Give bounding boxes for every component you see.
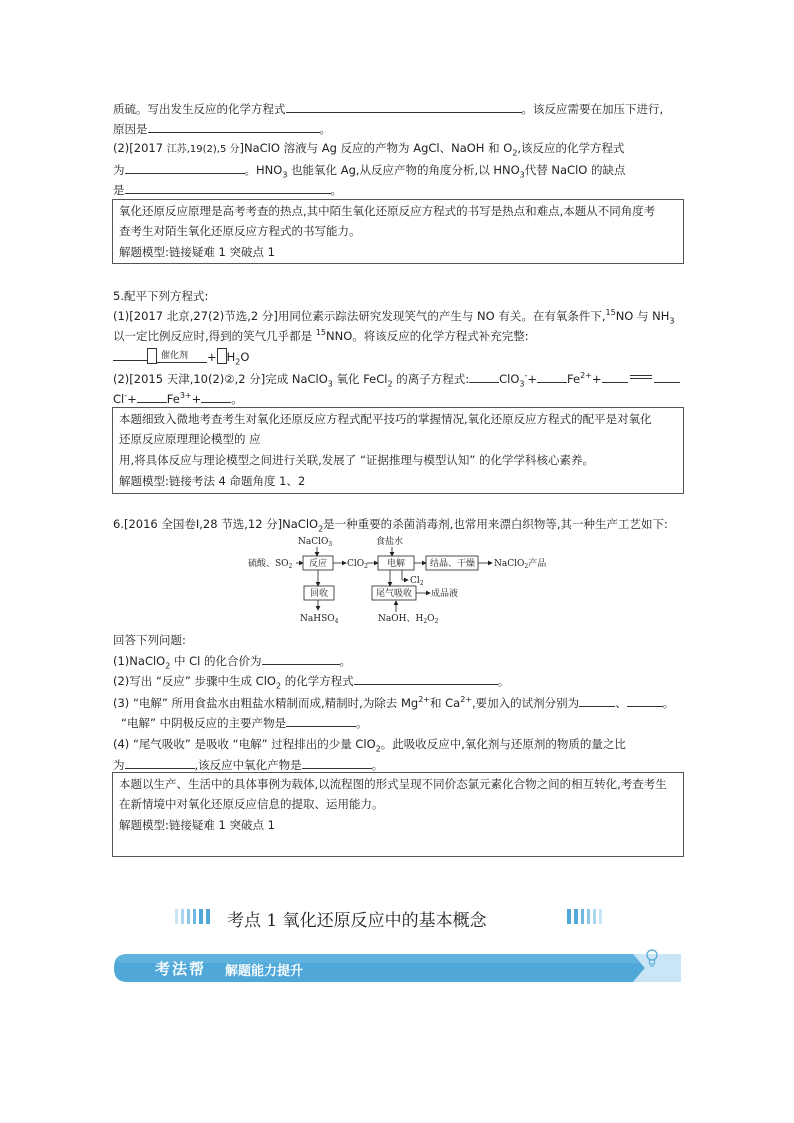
q6-sub4b <box>113 756 383 773</box>
answer-blank[interactable] <box>201 390 231 403</box>
flow-reaction-label: 反应 <box>309 559 328 569</box>
q5-text: + <box>127 392 137 406</box>
q6-text: 。 <box>662 696 675 710</box>
q4-line4: 为 。$HNO_3$ 也能氧化 Ag,从反应产物的角度分析,以 $HNO_3$代替 NaClO 的缺点 <box>113 163 626 180</box>
q5-text: 的离子方程式: <box>392 372 470 386</box>
solution-model: 解题模型:链接考法 4 命题角度 1、2 <box>119 474 306 488</box>
answer-blank[interactable] <box>125 181 331 194</box>
q6-line1: 6.[2016 全国卷Ⅰ,28 节选,12 分]NaClO$_2$是一种重要的杀菌消毒剂,也常用来漂白织物等,其一种生产工艺如下: <box>113 517 668 534</box>
q4-text: 代替 NaClO 的缺点 <box>524 163 626 177</box>
flow-clo2-label: ClO$_2$ <box>347 559 368 570</box>
q6-text: (1)NaClO <box>113 654 166 668</box>
q6-sub1: (1)NaClO$_2$ 中 Cl 的化合价为 。 <box>113 654 352 671</box>
analysis-text: 查考生对陌生氧化还原反应方程式的书写能力。 <box>119 224 361 238</box>
section-heading <box>175 907 625 931</box>
q6-text: 中 Cl 的化合价为 <box>170 654 262 668</box>
q6-text: (4) “尾气吸收” 是吸收 “电解” 过程排出的少量 ClO <box>113 737 376 751</box>
q6-sub3b <box>121 714 368 731</box>
q5-text: Fe <box>166 392 180 406</box>
q4-text: 质硫。写出发生反应的化学方程式 <box>113 102 286 116</box>
banner-label: 考法帮 <box>155 960 207 978</box>
q4-text: (2)[2017 <box>113 141 167 155</box>
answer-blank[interactable] <box>113 348 147 361</box>
q5-text: Cl <box>113 392 125 406</box>
answer-blank[interactable] <box>137 390 167 403</box>
answer-box[interactable] <box>147 348 157 364</box>
answer-blank[interactable] <box>537 370 567 383</box>
flow-feed-label: 硫酸、$SO_2$ <box>248 559 293 570</box>
banner-subtitle: 解题能力提升 <box>225 964 304 979</box>
q5-text: NNO。将该反应的化学方程式补充完整: <box>326 329 529 343</box>
flow-finished-label: 成品液 <box>431 589 459 599</box>
analysis-text: 本题细致入微地考查考生对氧化还原反应方程式配平技巧的掌握情况,氧化还原反应方程式的配平是对氧化 <box>119 412 652 426</box>
flow-tail-gas-label: 尾气吸收 <box>376 589 413 599</box>
q5-analysis-box <box>112 407 684 494</box>
q6-analysis-box <box>112 772 684 857</box>
q6-text: (3) “电解” 所用食盐水由粗盐水精制而成,精制时,为除去 Mg <box>113 696 419 710</box>
q5-text: + <box>527 372 538 386</box>
q6-sub4: (4) “尾气吸收” 是吸收 “电解” 过程排出的少量 ClO$_2$。此吸收反应中,氧化剂与还原剂的物质的量之比 <box>113 737 626 754</box>
q5-text: + <box>191 392 202 406</box>
q4-text: 。该反应需要在加压下进行, <box>521 102 664 116</box>
q6-text: 。 <box>356 716 368 730</box>
section-title: 考点 1 氧化还原反应中的基本概念 <box>227 911 487 931</box>
q5-text: (1)[2017 北京,27(2)节选,2 分]用同位素示踪法研究发现笑气的产生与 NO 有关。在有氧条件下, <box>113 309 606 323</box>
flow-cl2-label: $Cl_2$ <box>410 576 424 587</box>
answer-blank[interactable] <box>602 370 628 383</box>
q5-text: 以一定比例反应时,得到的笑气几乎都是 <box>113 329 316 343</box>
answer-blank[interactable] <box>286 714 356 727</box>
q6-text: 。 <box>371 758 384 772</box>
q5-line4: (2)[2015 天津,10(2)②,2 分]完成 NaClO$_3$ 氧化 FeCl$_2$ 的离子方程式: $ClO_3^-+ Fe^{2+}+$ <box>113 370 680 387</box>
q6-sub2: (2)写出 “反应” 步骤中生成 ClO$_2$ 的化学方程式 。 <box>113 674 510 691</box>
answer-blank[interactable] <box>125 161 245 174</box>
flow-nahso4-label: NaHSO$_4$ <box>300 614 339 625</box>
q5-line1: (1)[2017 北京,27(2)节选,2 分]用同位素示踪法研究发现笑气的产生与 NO 有关。在有氧条件下,$^{15}$NO 与 $NH_3$ <box>113 308 675 326</box>
catalyst-label: 催化剂 <box>161 351 189 361</box>
flow-naclo3-label: NaClO$_3$ <box>298 537 333 548</box>
answer-blank[interactable] <box>302 756 372 769</box>
q6-text: (2)写出 “反应” 步骤中生成 ClO <box>113 674 276 688</box>
answer-blank[interactable] <box>469 370 499 383</box>
q4-line1 <box>113 100 663 117</box>
q5-line2: 以一定比例反应时,得到的笑气几乎都是 $^{15}$NNO。将该反应的化学方程式补充完整: <box>113 328 529 343</box>
answer-blank[interactable] <box>579 694 615 707</box>
method-banner <box>113 953 683 983</box>
q6-text: 是一种重要的杀菌消毒剂,也常用来漂白织物等,其一种生产工艺如下: <box>323 517 668 531</box>
equals-sign <box>630 375 652 379</box>
arrow-line <box>157 362 207 363</box>
q5-text: O <box>240 350 250 364</box>
analysis-text: 用,将具体反应与理论模型之间进行关联,发展了 “证据推理与模型认知” 的化学学科核心素养。 <box>119 453 595 467</box>
q4-text: ]NaClO 溶液与 Ag 反应的产物为 AgCl、NaOH 和 O <box>239 141 513 155</box>
answer-blank[interactable] <box>354 672 498 685</box>
q4-text: ,该反应的化学方程式 <box>517 141 625 155</box>
flow-crystal-label: 结晶、干燥 <box>430 559 476 569</box>
solution-model: 解题模型:链接疑难 1 突破点 1 <box>119 245 275 259</box>
process-flow-diagram <box>240 534 560 626</box>
q4-line2 <box>113 120 331 137</box>
q4-text: 。 <box>330 183 342 197</box>
flow-product-label: NaClO$_2$产品 <box>494 559 547 570</box>
flow-salt-water-label: 食盐水 <box>376 537 404 547</box>
lightbulb-icon <box>645 948 659 968</box>
answer-blank[interactable] <box>125 756 195 769</box>
analysis-text: 本题以生产、生活中的具体事例为载体,以流程图的形式呈现不同价态氯元素化合物之间的相互转化,考查考生 <box>119 777 667 791</box>
answer-blank[interactable] <box>627 694 663 707</box>
q4-line3: (2)[2017 江苏,19(2),5 分]NaClO 溶液与 Ag 反应的产物为 AgCl、NaOH 和 $O_2$,该反应的化学方程式 <box>113 141 625 158</box>
q6-text: 和 Ca <box>430 696 461 710</box>
q6-text: “电解” 中阴极反应的主要产物是 <box>121 716 287 730</box>
q5-title: 5.配平下列方程式: <box>113 289 209 303</box>
q6-sub3: (3) “电解” 所用食盐水由粗盐水精制而成,精制时,为除去 $Mg^{2+}$和 $Ca^{2+}$,要加入的试剂分别为 、 。 <box>113 695 675 710</box>
q4-text: 也能氧化 Ag,从反应产物的角度分析,以 HNO <box>287 163 520 177</box>
q5-line5: $Cl^-+ Fe^{3+}+$ 。 <box>113 391 243 406</box>
q5-text: + <box>591 372 602 386</box>
analysis-text: 氧化还原反应原理是高考考查的热点,其中陌生氧化还原反应方程式的书写是热点和难点,本题从不同角度考 <box>119 204 656 218</box>
q4-text: 。 <box>319 122 331 136</box>
q5-text: 。 <box>231 392 243 406</box>
q4-text: 是 <box>113 183 125 197</box>
answer-blank[interactable] <box>262 652 340 665</box>
q6-text: 、 <box>615 696 627 710</box>
flow-naoh-label: NaOH、$H_2O_2$ <box>378 614 439 625</box>
answer-box[interactable] <box>217 348 227 364</box>
q5-text: ClO <box>499 372 520 386</box>
q6-text: 。此吸收反应中,氧化剂与还原剂的物质的量之比 <box>380 737 626 751</box>
q4-text: 原因是 <box>113 122 148 136</box>
q4-analysis-box <box>112 199 684 264</box>
q6-text: 6.[2016 全国卷Ⅰ,28 节选,12 分]NaClO <box>113 517 319 531</box>
q5-text: H <box>226 350 236 364</box>
q6-text: 为 <box>113 758 125 772</box>
q5-text: 氧化 FeCl <box>332 372 388 386</box>
heading-decoration-left <box>175 909 210 924</box>
q6-text: 的化学方程式 <box>281 674 354 688</box>
solution-model: 解题模型:链接疑难 1 突破点 1 <box>119 818 275 832</box>
q6-text: ,该反应中氧化产物是 <box>194 758 302 772</box>
q5-text: (2)[2015 天津,10(2)②,2 分]完成 NaClO <box>113 372 328 386</box>
q5-text: NO 与 NH <box>615 309 670 323</box>
q4-text: 。HNO <box>244 163 283 177</box>
analysis-text: 在新情境中对氧化还原反应信息的提取、运用能力。 <box>119 797 384 811</box>
q6-text: ,要加入的试剂分别为 <box>472 696 580 710</box>
q4-text: 为 <box>113 163 125 177</box>
q6-text: 。 <box>339 654 352 668</box>
q5-equation1: 催化剂 + $H_2O$ <box>113 348 249 365</box>
q6-text: 。 <box>497 674 510 688</box>
heading-decoration-right <box>567 909 602 924</box>
q6-answer-title: 回答下列问题: <box>113 633 186 647</box>
analysis-text: 还原反应原理理论模型的 应 <box>119 432 261 446</box>
flow-recycle-label: 回收 <box>310 589 329 599</box>
answer-blank[interactable] <box>286 100 522 113</box>
answer-blank[interactable] <box>148 120 320 133</box>
answer-blank[interactable] <box>654 370 680 383</box>
q4-source-ref: 江苏,19(2),5 分 <box>166 144 240 155</box>
flow-electrolysis-label: 电解 <box>387 559 406 569</box>
q4-line5 <box>113 181 342 198</box>
catalyst-arrow <box>157 350 207 364</box>
q5-text: Fe <box>567 372 581 386</box>
